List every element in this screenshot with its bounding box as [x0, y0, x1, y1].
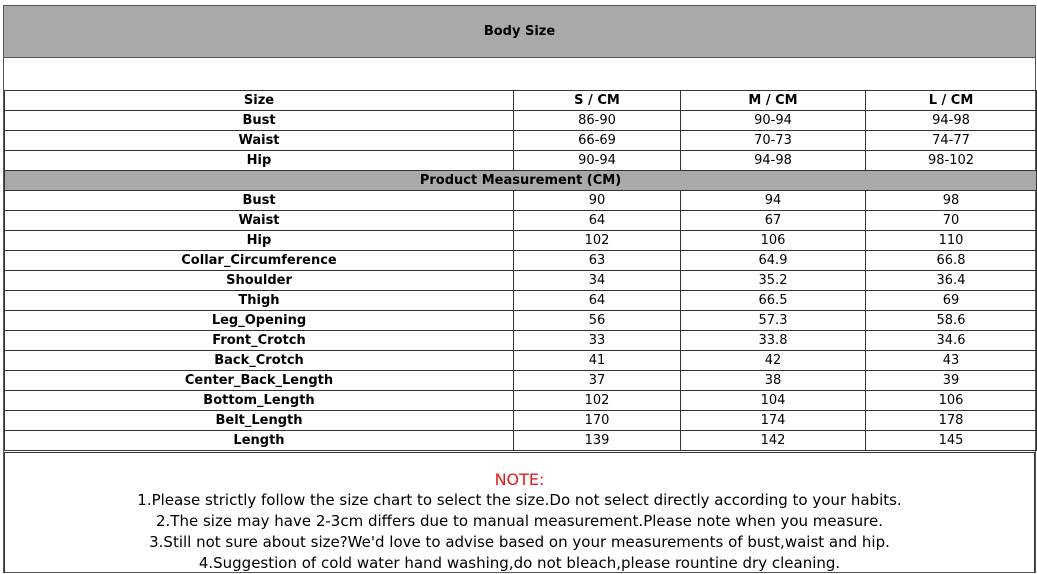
- table-row: [5, 311, 1037, 331]
- size-s-cell: 63: [514, 251, 681, 271]
- size-s-cell: 102: [514, 391, 681, 411]
- row-label: Front_Crotch: [5, 331, 514, 351]
- size-s-cell: 34: [514, 271, 681, 291]
- row-label: Hip: [5, 151, 514, 171]
- size-s-cell: 139: [514, 431, 681, 451]
- size-l-cell: 98-102: [866, 151, 1037, 171]
- size-s-cell: 86-90: [514, 111, 681, 131]
- table-row: [5, 111, 1037, 131]
- size-s-cell: 56: [514, 311, 681, 331]
- row-label: Waist: [5, 131, 514, 151]
- size-l-cell: 34.6: [866, 331, 1037, 351]
- row-label: Leg_Opening: [5, 311, 514, 331]
- size-l-cell: 94-98: [866, 111, 1037, 131]
- table-row: [5, 371, 1037, 391]
- table-row: [5, 131, 1037, 151]
- table-row: [5, 231, 1037, 251]
- table-row: [5, 411, 1037, 431]
- table-row: [5, 351, 1037, 371]
- row-label: Back_Crotch: [5, 351, 514, 371]
- size-m-cell: 64.9: [681, 251, 866, 271]
- size-s-cell: 102: [514, 231, 681, 251]
- size-l-cell: 178: [866, 411, 1037, 431]
- notes-section: [4, 452, 1035, 573]
- size-l-cell: 145: [866, 431, 1037, 451]
- size-m-cell: 35.2: [681, 271, 866, 291]
- note-line: 2.The size may have 2-3cm differs due to manual measurement.Please note when you measure.: [156, 512, 883, 530]
- size-m-cell: 142: [681, 431, 866, 451]
- size-m-cell: 94: [681, 191, 866, 211]
- size-s-cell: 64: [514, 291, 681, 311]
- size-m-cell: 57.3: [681, 311, 866, 331]
- table-header-row: [5, 91, 1037, 111]
- size-m-cell: 90-94: [681, 111, 866, 131]
- title-text: Body Size: [483, 24, 556, 39]
- size-m-cell: 38: [681, 371, 866, 391]
- size-l-cell: 110: [866, 231, 1037, 251]
- table-row: [5, 211, 1037, 231]
- size-s-cell: 64: [514, 211, 681, 231]
- table-row: [5, 431, 1037, 451]
- size-m-cell: 67: [681, 211, 866, 231]
- size-m-cell: 42: [681, 351, 866, 371]
- size-l-cell: 74-77: [866, 131, 1037, 151]
- section-header-row: [5, 171, 1037, 191]
- size-s-cell: 66-69: [514, 131, 681, 151]
- table-row: [5, 251, 1037, 271]
- table-row: [5, 291, 1037, 311]
- size-l-cell: 39: [866, 371, 1037, 391]
- size-table-body: [5, 91, 1037, 451]
- size-m-cell: 33.8: [681, 331, 866, 351]
- size-l-cell: 36.4: [866, 271, 1037, 291]
- column-header: S / CM: [514, 91, 681, 111]
- size-m-cell: 106: [681, 231, 866, 251]
- column-header: L / CM: [866, 91, 1037, 111]
- size-s-cell: 37: [514, 371, 681, 391]
- note-line: 1.Please strictly follow the size chart to select the size.Do not select directly according to your habits.: [137, 491, 902, 509]
- size-s-cell: 33: [514, 331, 681, 351]
- size-m-cell: 104: [681, 391, 866, 411]
- table-row: [5, 151, 1037, 171]
- column-header: M / CM: [681, 91, 866, 111]
- size-m-cell: 70-73: [681, 131, 866, 151]
- row-label: Thigh: [5, 291, 514, 311]
- row-label: Shoulder: [5, 271, 514, 291]
- size-m-cell: 94-98: [681, 151, 866, 171]
- size-m-cell: 66.5: [681, 291, 866, 311]
- note-line: 3.Still not sure about size?We'd love to advise based on your measurements of bust,waist and hip.: [149, 533, 890, 551]
- row-label: Hip: [5, 231, 514, 251]
- size-s-cell: 90: [514, 191, 681, 211]
- size-l-cell: 69: [866, 291, 1037, 311]
- size-s-cell: 41: [514, 351, 681, 371]
- row-label: Belt_Length: [5, 411, 514, 431]
- row-label: Bust: [5, 191, 514, 211]
- table-row: [5, 191, 1037, 211]
- table-row: [5, 331, 1037, 351]
- note-line: 4.Suggestion of cold water hand washing,do not bleach,please rountine dry cleaning.: [198, 554, 841, 572]
- row-label: Length: [5, 431, 514, 451]
- size-s-cell: 170: [514, 411, 681, 431]
- table-row: [5, 391, 1037, 411]
- size-l-cell: 66.8: [866, 251, 1037, 271]
- row-label: Bottom_Length: [5, 391, 514, 411]
- section-title: Product Measurement (CM): [5, 171, 1037, 191]
- size-s-cell: 90-94: [514, 151, 681, 171]
- size-l-cell: 43: [866, 351, 1037, 371]
- column-header: Size: [5, 91, 514, 111]
- size-m-cell: 174: [681, 411, 866, 431]
- row-label: Waist: [5, 211, 514, 231]
- table-row: [5, 271, 1037, 291]
- size-l-cell: 98: [866, 191, 1037, 211]
- row-label: Center_Back_Length: [5, 371, 514, 391]
- size-l-cell: 70: [866, 211, 1037, 231]
- row-label: Collar_Circumference: [5, 251, 514, 271]
- note-title: NOTE:: [494, 470, 545, 489]
- size-table: [4, 90, 1037, 451]
- page-title: [3, 5, 1036, 58]
- size-l-cell: 106: [866, 391, 1037, 411]
- size-l-cell: 58.6: [866, 311, 1037, 331]
- row-label: Bust: [5, 111, 514, 131]
